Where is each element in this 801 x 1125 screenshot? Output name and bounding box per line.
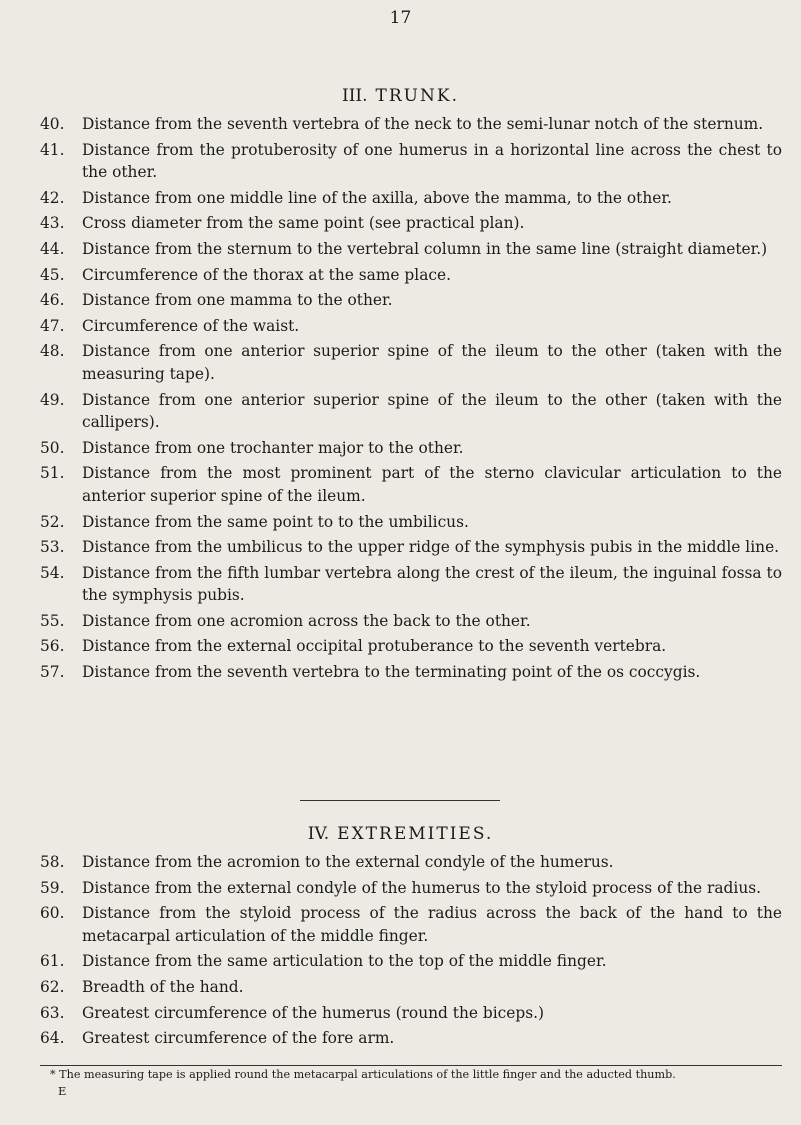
item-number: 61. (40, 952, 65, 971)
item-text: Distance from the same articulation to the top of the middle finger. (82, 952, 607, 971)
list-item (40, 340, 782, 385)
footnote: * The measuring tape is applied round the metacarpal articulations of the little finger and the aducted thumb. (50, 1068, 676, 1081)
list-item (40, 289, 782, 312)
item-text: Distance from one anterior superior spine of the ileum to the other (taken with the callipers). (82, 390, 782, 432)
list-item (40, 437, 782, 460)
item-number: 60. (40, 904, 65, 923)
list-item (40, 511, 782, 534)
section-divider (300, 800, 500, 801)
item-text: Distance from the seventh vertebra to the terminating point of the os coccygis. (82, 663, 701, 682)
item-number: 41. (40, 140, 65, 159)
list-item (40, 264, 782, 287)
item-number: 62. (40, 977, 65, 996)
footnote-rule (40, 1065, 782, 1066)
item-number: 42. (40, 188, 65, 207)
list-item (40, 950, 782, 973)
list-item (40, 315, 782, 338)
item-number: 48. (40, 342, 65, 361)
section-numeral: III. (341, 86, 368, 106)
item-number: 63. (40, 1003, 65, 1022)
list-item (40, 610, 782, 633)
item-text: Distance from the most prominent part of the sterno clavicular articulation to the anterior superior spine of the ileum. (82, 464, 782, 505)
list-item (40, 389, 782, 434)
item-text: Circumference of the thorax at the same place. (82, 265, 451, 284)
item-text: Distance from the protuberosity of one humerus in a horizontal line across the chest to the other. (82, 140, 782, 182)
item-number: 59. (40, 878, 65, 897)
item-number: 50. (40, 438, 65, 457)
item-number: 46. (40, 291, 65, 310)
item-number: 47. (40, 316, 65, 335)
list-item (40, 635, 782, 658)
item-text: Distance from one trochanter major to the other. (82, 438, 464, 457)
list-item (40, 238, 782, 261)
item-text: Distance from one mamma to the other. (82, 291, 393, 310)
list-item (40, 139, 782, 184)
list-item (40, 1002, 782, 1025)
list-item (40, 976, 782, 999)
item-number: 56. (40, 637, 65, 656)
list-item (40, 877, 782, 900)
item-text: Distance from the fifth lumbar vertebra along the crest of the ileum, the inguinal fossa to the symphysis pubis. (82, 563, 782, 605)
item-text: Cross diameter from the same point (see practical plan). (82, 214, 525, 233)
item-text: Distance from the acromion to the external condyle of the humerus. (82, 853, 614, 871)
item-text: Circumference of the waist. (82, 316, 300, 335)
item-number: 53. (40, 538, 65, 557)
item-number: 55. (40, 611, 65, 630)
item-number: 49. (40, 390, 65, 409)
item-text: Greatest circumference of the humerus (round the biceps.) (82, 1003, 545, 1022)
list-item (40, 562, 782, 607)
item-number: 40. (40, 115, 65, 133)
item-number: 64. (40, 1029, 65, 1048)
item-number: 52. (40, 512, 65, 531)
item-text: Distance from the external occipital protuberance to the seventh vertebra. (82, 637, 667, 656)
list-item (40, 187, 782, 210)
item-text: Distance from one anterior superior spine of the ileum to the other (taken with the measuring tape). (82, 342, 782, 383)
item-number: 44. (40, 239, 65, 258)
list-item (40, 661, 782, 684)
list-item (40, 851, 782, 874)
item-text: Distance from the sternum to the vertebral column in the same line (straight diameter.) (82, 239, 768, 258)
item-text: Greatest circumference of the fore arm. (82, 1029, 395, 1048)
list-item (40, 902, 782, 947)
item-text: Distance from the same point to to the umbilicus. (82, 512, 469, 531)
list-item (40, 212, 782, 235)
item-number: 57. (40, 663, 65, 682)
extremities-measurement-list (40, 851, 782, 1053)
item-number: 58. (40, 853, 65, 871)
item-text: Distance from the seventh vertebra of the neck to the semi-lunar notch of the sternum. (82, 115, 764, 133)
item-number: 54. (40, 563, 65, 582)
section-title: EXTREMITIES. (337, 824, 494, 844)
item-text: Distance from the styloid process of the radius across the back of the hand to the metacarpal articulation of the middle finger. (82, 904, 782, 945)
item-text: Distance from one acromion across the back to the other. (82, 611, 531, 630)
section-heading-extremities (0, 824, 801, 844)
item-text: Distance from one middle line of the axilla, above the mamma, to the other. (82, 188, 672, 207)
section-title: TRUNK. (375, 86, 459, 106)
item-text: Distance from the umbilicus to the upper ridge of the symphysis pubis in the middle line. (82, 538, 780, 557)
section-numeral: IV. (307, 824, 330, 844)
item-text: Distance from the external condyle of the humerus to the styloid process of the radius. (82, 878, 762, 897)
list-item (40, 536, 782, 559)
item-text: Breadth of the hand. (82, 977, 244, 996)
list-item (40, 113, 782, 136)
trunk-measurement-list (40, 113, 782, 687)
item-number: 51. (40, 464, 65, 483)
list-item (40, 1027, 782, 1050)
page-number: 17 (389, 8, 412, 28)
list-item (40, 462, 782, 507)
signature-mark: E (58, 1084, 67, 1098)
item-number: 43. (40, 214, 65, 233)
item-number: 45. (40, 265, 65, 284)
section-heading-trunk (0, 86, 801, 106)
